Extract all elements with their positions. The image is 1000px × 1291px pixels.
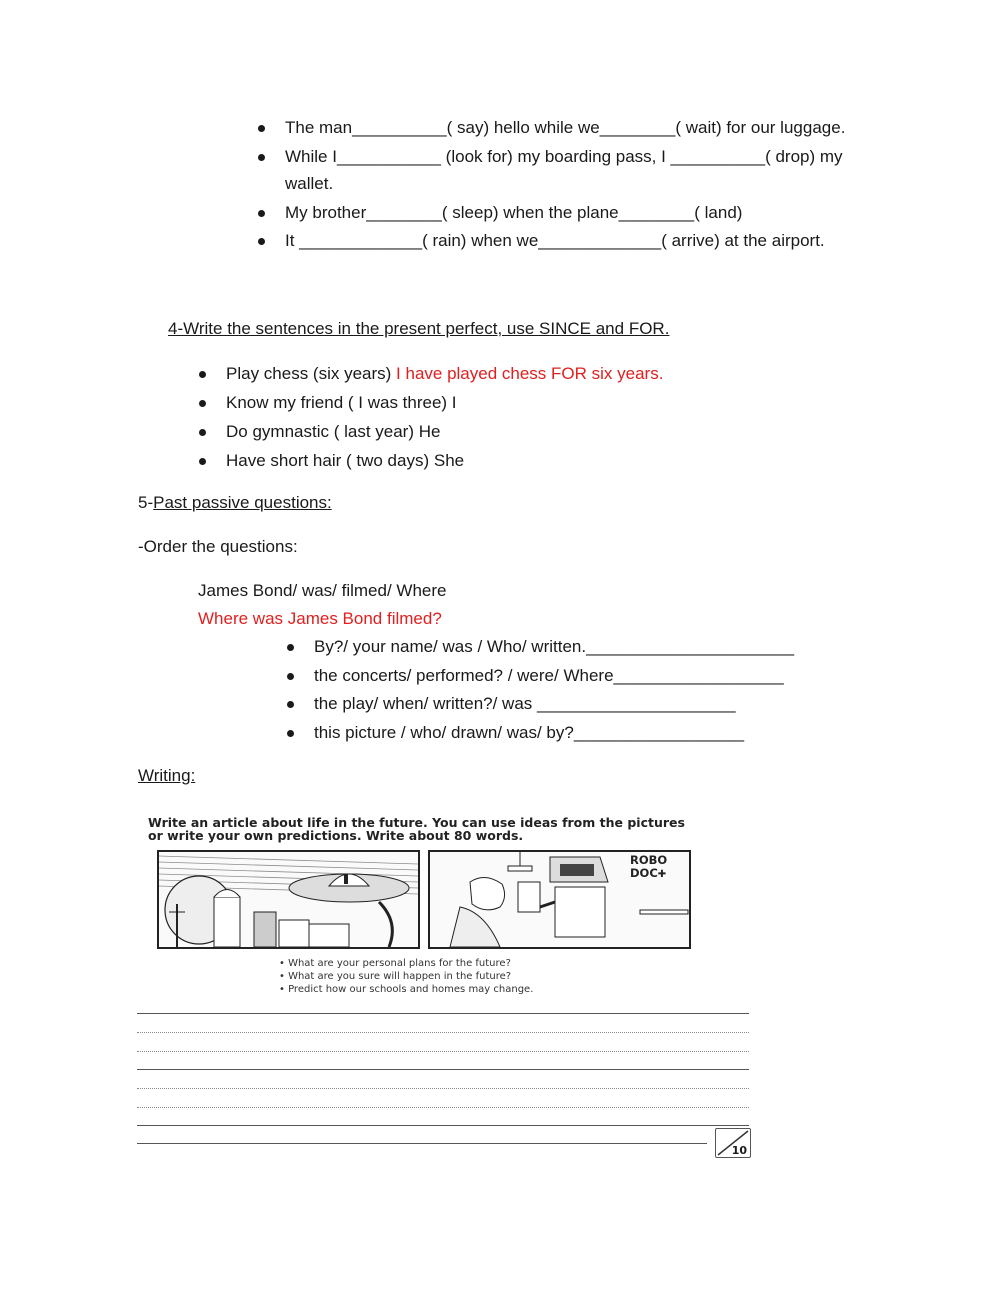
score-value: 10	[731, 1144, 747, 1157]
city-drawing	[159, 852, 418, 947]
prompt-bullet: • Predict how our schools and homes may change.	[279, 983, 533, 996]
writing-line[interactable]	[137, 1032, 749, 1033]
list-item: Do gymnastic ( last year) He	[199, 421, 663, 450]
prompt-bullet: • What are your personal plans for the future?	[279, 957, 533, 970]
list-item: By?/ your name/ was / Who/ written.______________________	[287, 636, 794, 665]
robo-doc-label: ROBO DOC✚	[630, 853, 668, 880]
writing-line[interactable]	[137, 1125, 749, 1126]
section5-number: 5-	[138, 493, 154, 512]
writing-line[interactable]	[137, 1013, 749, 1014]
writing-prompt	[148, 816, 685, 842]
example-answer: Where was James Bond filmed?	[198, 609, 442, 628]
list-item-continuation: wallet.	[285, 174, 334, 193]
prompt-bullets	[279, 957, 533, 996]
list-item: Know my friend ( I was three) I	[199, 392, 663, 421]
writing-line[interactable]	[137, 1107, 749, 1108]
list-item: It _____________( rain) when we_____________( arrive) at the airport.	[258, 230, 825, 258]
prompt-line: Write an article about life in the future. You can use ideas from the pictures	[148, 815, 685, 830]
writing-heading: Writing:	[138, 766, 196, 785]
list-item: Play chess (six years) I have played chess FOR six years.	[199, 363, 663, 392]
example-answer: I have played chess FOR six years.	[396, 364, 664, 383]
writing-line[interactable]	[137, 1051, 749, 1052]
section4-list	[199, 363, 663, 479]
section3-list-continued	[258, 202, 825, 258]
writing-line[interactable]	[137, 1088, 749, 1089]
list-item: The man__________( say) hello while we________( wait) for our luggage.	[258, 117, 845, 146]
robot-doctor-illustration	[428, 850, 691, 949]
example-question: James Bond/ was/ filmed/ Where	[198, 581, 447, 600]
list-item: this picture / who/ drawn/ was/ by?__________________	[287, 722, 794, 750]
prompt-line: or write your own predictions. Write about 80 words.	[148, 828, 524, 843]
section3-list	[258, 117, 845, 173]
list-item: While I___________ (look for) my boarding pass, I __________( drop) my	[258, 146, 845, 173]
writing-line[interactable]	[137, 1069, 749, 1070]
section5-heading	[138, 492, 332, 514]
section5-title: Past passive questions:	[153, 493, 332, 512]
list-item: the play/ when/ written?/ was _____________________	[287, 693, 794, 722]
section5-list	[287, 636, 794, 750]
writing-line[interactable]	[137, 1143, 707, 1144]
list-item: Have short hair ( two days) She	[199, 450, 663, 479]
list-item: the concerts/ performed? / were/ Where__________________	[287, 665, 794, 693]
list-item: My brother________( sleep) when the plane________( land)	[258, 202, 825, 230]
section5-instruction: -Order the questions:	[138, 537, 298, 556]
prompt-bullet: • What are you sure will happen in the future?	[279, 970, 533, 983]
future-city-illustration	[157, 850, 420, 949]
score-box	[715, 1128, 751, 1158]
section4-heading: 4-Write the sentences in the present perfect, use SINCE and FOR.	[168, 319, 670, 338]
plus-icon: ✚	[657, 869, 667, 880]
